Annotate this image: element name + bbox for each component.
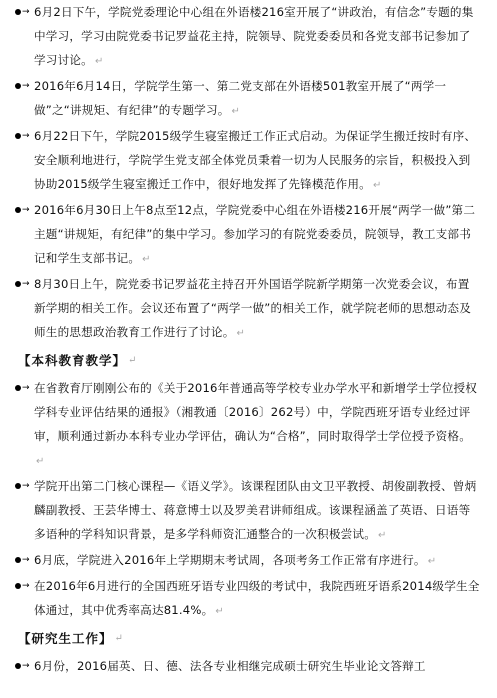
bullet-arrow-icon: →: [15, 198, 33, 222]
section-heading: [18, 346, 481, 376]
item-text: 2016年6月30日上午8点至12点，学院党委中心组在外语楼216开展“两学一做”第二主题“讲规矩，有纪律”的集中学习。参加学习的有院党委委员，院领导，教工支部书记和学生支部书记。: [34, 203, 476, 265]
bullet-arrow-icon: →: [15, 272, 33, 296]
bullet-arrow-icon: →: [15, 548, 33, 572]
paragraph-mark-icon: ↵: [36, 456, 45, 467]
item-text: 6月底，学院进入2016年上学期期末考试周，各项考务工作正常有序进行。: [34, 553, 426, 567]
list-item: [22, 548, 481, 574]
item-text: 学院开出第二门核心课程—《语义学》。该课程团队由文卫平教授、胡俊副教授、曾炳麟副教授、王芸华博士、蒋意博士以及罗美君讲师组成。该课程涵盖了英语、日语等多语种的学科知识背景，是多学科师资汇通整合的一次积极尝试。: [34, 479, 477, 541]
section-heading-text: 【研究生工作】: [18, 631, 113, 646]
section-party-work: [22, 0, 481, 346]
paragraph-mark-icon: ↵: [114, 633, 124, 644]
list-item: [22, 124, 481, 198]
bullet-arrow-icon: →: [15, 124, 33, 148]
bullet-arrow-icon: →: [15, 574, 33, 598]
paragraph-mark-icon: ↵: [427, 556, 437, 567]
section-heading-text: 【本科教育教学】: [18, 353, 127, 368]
paragraph-mark-icon: ↵: [236, 328, 246, 339]
paragraph-mark-icon: ↵: [128, 355, 138, 366]
paragraph-mark-icon: ↵: [94, 56, 104, 67]
item-text: 6月份，2016届英、日、德、法各专业相继完成硕士研究生毕业论文答辩工: [34, 659, 426, 673]
paragraph-mark-icon: ↵: [215, 606, 224, 617]
list-item: [22, 198, 481, 272]
paragraph-mark-icon: ↵: [378, 530, 387, 541]
section-heading: [18, 624, 481, 654]
paragraph-mark-icon: ↵: [372, 180, 382, 191]
section-graduate: [18, 624, 481, 678]
list-item: [22, 74, 481, 124]
list-item: [22, 0, 481, 74]
item-text: 在省教育厅刚刚公布的《关于2016年普通高等学校专业办学水平和新增学士学位授权学科专业评估结果的通报》（湘教通〔2016〕262号）中，学院西班牙语专业经过评审，顺利通过新办本科专业办学评估，确认为“合格”，同时取得学士学位授予资格。: [34, 381, 478, 443]
bullet-arrow-icon: →: [15, 0, 33, 24]
list-item: [22, 574, 481, 624]
section-undergraduate: [18, 346, 481, 624]
item-text: 6月22日下午，学院2015级学生寝室搬迁工作正式启动。为保证学生搬迁按时有序、安全顺利地进行，学院学生党支部全体党员秉着一切为人民服务的宗旨，积极投入到协助2015级学生寝室搬迁工作中，很好地发挥了先锋模范作用。: [34, 129, 477, 191]
list-item: [22, 474, 481, 548]
bullet-arrow-icon: →: [15, 474, 33, 498]
list-item: [22, 654, 481, 678]
item-text: 在2016年6月进行的全国西班牙语专业四级的考试中，我院西班牙语系2014级学生全体通过，其中优秀率高达81.4%。: [34, 579, 480, 617]
bullet-arrow-icon: →: [15, 376, 33, 400]
item-text: 8月30日上午，院党委书记罗益花主持召开外国语学院新学期第一次党委会议，布置新学期的相关工作。会议还布置了“两学一做”的相关工作，就学院老师的思想动态及师生的思想政治教育工作进行了讨论。: [34, 277, 471, 339]
bullet-arrow-icon: →: [15, 74, 33, 98]
bullet-arrow-icon: →: [15, 654, 33, 678]
list-item: [22, 272, 481, 346]
list-item: [22, 376, 481, 474]
paragraph-mark-icon: ↵: [142, 254, 151, 265]
paragraph-mark-icon: ↵: [231, 106, 241, 117]
item-text: 6月2日下午，学院党委理论中心组在外语楼216室开展了“讲政治，有信念”专题的集中学习，学习由院党委书记罗益花主持，院领导、院党委委员和各党支部书记参加了学习讨论。: [34, 5, 474, 67]
item-text: 2016年6月14日，学院学生第一、第二党支部在外语楼501教室开展了“两学一做”之“讲规矩、有纪律”的专题学习。: [34, 79, 447, 117]
